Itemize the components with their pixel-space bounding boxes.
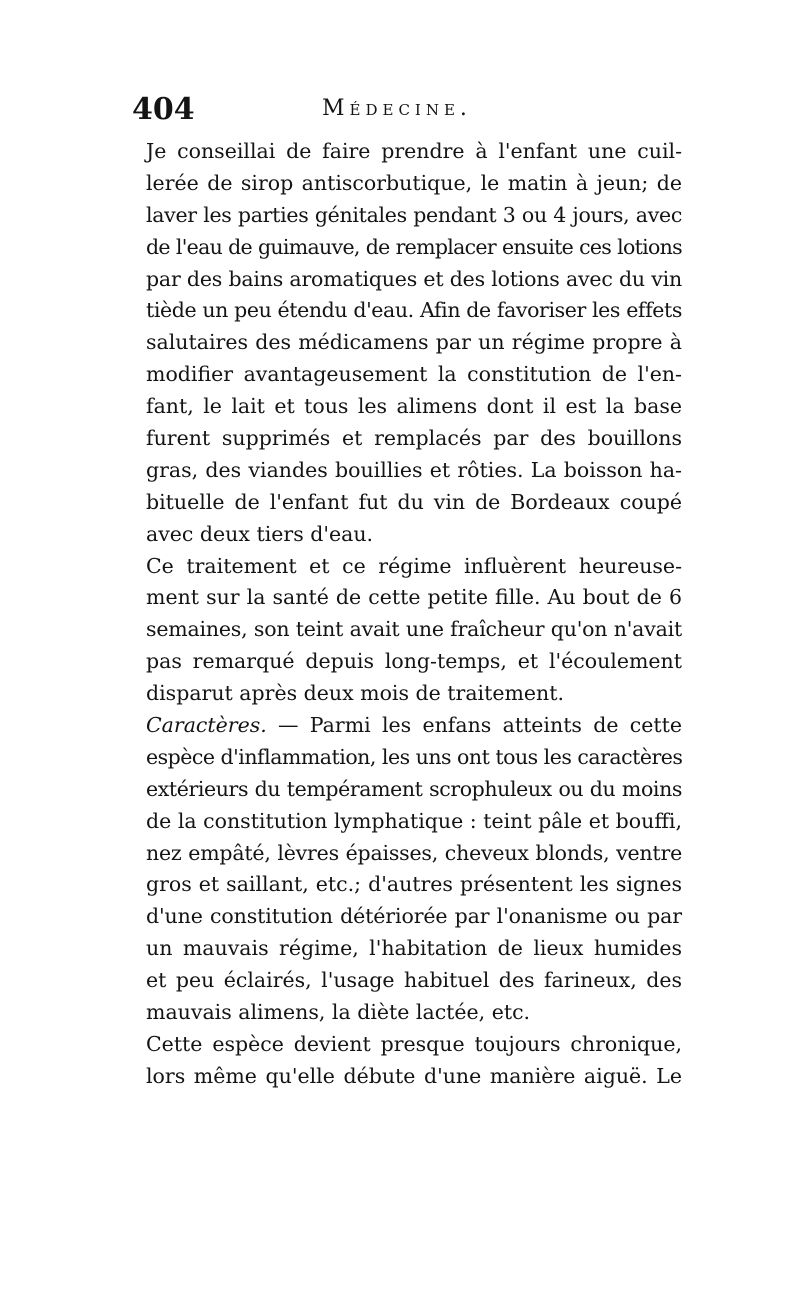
text-line: gros et saillant, etc.; d'autres présentent les signes bbox=[146, 872, 682, 897]
text-line: gras, des viandes bouillies et rôties. La boisson ha- bbox=[146, 457, 682, 482]
text-line: nez empâté, lèvres épaisses, cheveux blonds, ventre bbox=[146, 840, 682, 865]
paragraph-outcome bbox=[146, 551, 682, 710]
text-line: d'une constitution détériorée par l'onanisme ou par bbox=[146, 904, 682, 929]
section-lead: Caractères. bbox=[146, 713, 267, 738]
text-line: Je conseillai de faire prendre à l'enfant une cuil- bbox=[146, 139, 682, 163]
text-line: salutaires des médicamens par un régime propre à bbox=[146, 330, 682, 355]
text-line: un mauvais régime, l'habitation de lieux humides bbox=[146, 936, 682, 961]
text-line: extérieurs du tempérament scrophuleux ou du moins bbox=[146, 776, 682, 801]
page-number: 404 bbox=[132, 92, 195, 127]
text-line: lerée de sirop antiscorbutique, le matin à jeun; de bbox=[146, 170, 682, 195]
text-line: espèce d'inflammation, les uns ont tous les caractères bbox=[146, 744, 683, 769]
text-line: furent supprimés et remplacés par des bouillons bbox=[146, 426, 682, 451]
text-line-rest: — Parmi les enfans atteints de cette bbox=[278, 713, 682, 738]
paragraph-chronic bbox=[146, 1029, 682, 1093]
text-line: semaines, son teint avait une fraîcheur qu'on n'avait bbox=[146, 617, 682, 642]
running-title: Médecine. bbox=[322, 96, 472, 121]
text-line: et peu éclairés, l'usage habituel des farineux, des bbox=[146, 968, 682, 993]
text-line bbox=[146, 710, 682, 742]
text-line: fant, le lait et tous les alimens dont il est la base bbox=[146, 394, 682, 419]
text-line: de l'eau de guimauve, de remplacer ensuite ces lotions bbox=[146, 234, 682, 259]
text-line: avec deux tiers d'eau. bbox=[146, 521, 374, 546]
text-line: de la constitution lymphatique : teint pâle et bouffi, bbox=[146, 808, 682, 833]
text-line: mauvais alimens, la diète lactée, etc. bbox=[146, 1000, 531, 1025]
text-line: laver les parties génitales pendant 3 ou 4 jours, avec bbox=[146, 202, 682, 227]
paragraph-treatment bbox=[146, 136, 682, 551]
text-line: par des bains aromatiques et des lotions avec du vin bbox=[146, 266, 682, 291]
body-text bbox=[146, 136, 682, 1093]
text-line: disparut après deux mois de traitement. bbox=[146, 681, 565, 706]
paragraph-characters bbox=[146, 710, 682, 1029]
running-head bbox=[132, 92, 692, 132]
text-line: tiède un peu étendu d'eau. Afin de favoriser les effets bbox=[146, 298, 682, 323]
text-line: modifier avantageusement la constitution de l'en- bbox=[146, 362, 682, 387]
text-line: pas remarqué depuis long-temps, et l'écoulement bbox=[146, 649, 682, 674]
text-line: Cette espèce devient presque toujours chronique, bbox=[146, 1031, 682, 1056]
text-line: bituelle de l'enfant fut du vin de Bordeaux coupé bbox=[146, 489, 682, 514]
text-line: ment sur la santé de cette petite fille. Au bout de 6 bbox=[146, 585, 682, 610]
text-line: Ce traitement et ce régime influèrent heureuse- bbox=[146, 553, 682, 578]
text-line: lors même qu'elle débute d'une manière aiguë. Le bbox=[146, 1063, 682, 1088]
